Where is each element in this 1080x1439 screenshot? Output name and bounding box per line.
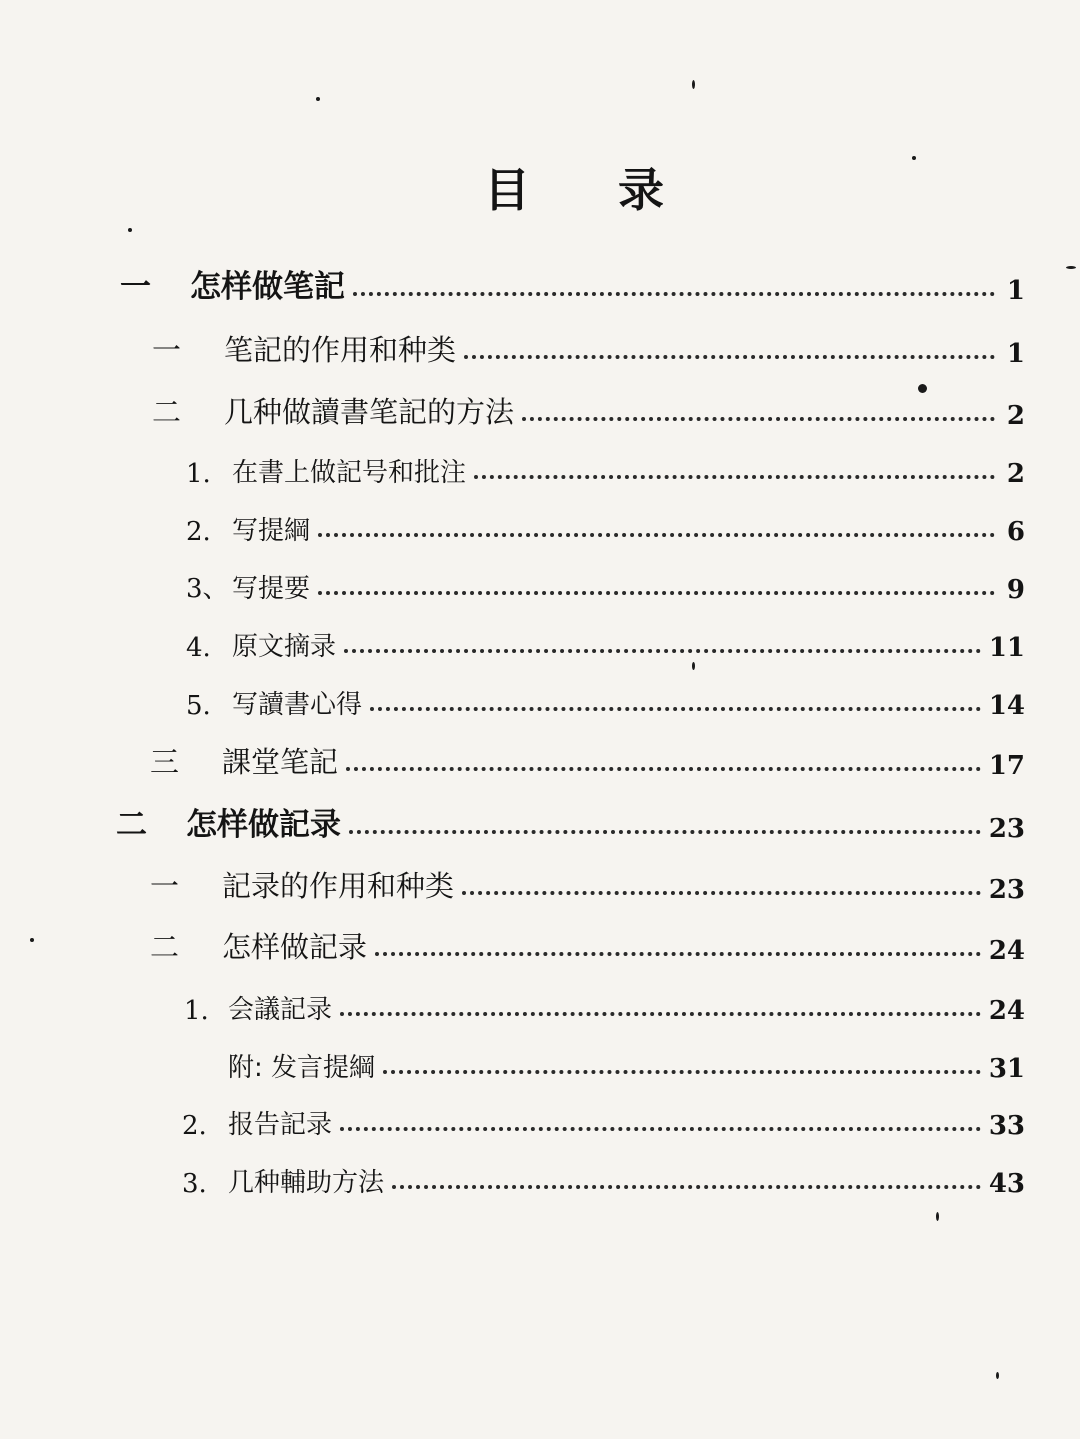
- toc-entry-subsection: [186, 619, 1025, 663]
- toc-entry-number: 2.: [182, 1111, 207, 1141]
- dot-leader: [370, 707, 981, 711]
- toc-entry-number: 二: [152, 395, 182, 429]
- toc-entry-title: 写提綱: [232, 516, 311, 546]
- toc-entry-title: 課堂笔記: [222, 745, 339, 779]
- dot-leader: [383, 1070, 981, 1074]
- dot-leader: [340, 1012, 981, 1016]
- toc-entry-page: 2: [1006, 459, 1025, 489]
- toc-entry-number: 4.: [186, 633, 211, 663]
- dot-leader: [375, 952, 981, 956]
- toc-entry-page: 17: [988, 751, 1025, 781]
- toc-entry-page: 1: [1006, 339, 1025, 369]
- toc-entry-subsection: [182, 1155, 1025, 1199]
- toc-entry-title: 笔記的作用和种类: [224, 333, 457, 367]
- scan-speck: [912, 156, 916, 160]
- toc-entry-title: 怎样做記录: [186, 807, 341, 843]
- toc-entry-subsection: [186, 561, 1025, 605]
- toc-title: [0, 160, 1080, 220]
- toc-entry-number: 3.: [182, 1169, 207, 1199]
- scan-speck: [918, 384, 927, 393]
- toc-entry-page: 14: [988, 691, 1025, 721]
- dot-leader: [462, 891, 981, 895]
- scan-speck: [692, 662, 695, 670]
- toc-entry-page: 31: [988, 1054, 1025, 1084]
- toc-entry-title: 几种輔助方法: [228, 1168, 385, 1198]
- toc-entry-page: 9: [1006, 575, 1025, 605]
- toc-entry-page: 23: [988, 814, 1025, 844]
- toc-entry-title: 怎样做記录: [222, 930, 368, 964]
- toc-entry-title: 怎样做笔記: [190, 269, 345, 305]
- toc-entry-subsection: [186, 445, 1025, 489]
- toc-entry-page: 23: [988, 875, 1025, 905]
- toc-entry-page: 1: [1006, 276, 1025, 306]
- dot-leader: [522, 417, 995, 421]
- scan-speck: [692, 80, 695, 89]
- dot-leader: [474, 475, 995, 479]
- dot-leader: [349, 830, 981, 834]
- toc-entry-title: 写讀書心得: [232, 690, 363, 720]
- toc-entry-title: 記录的作用和种类: [222, 869, 455, 903]
- title-char-2: 录: [618, 163, 664, 217]
- dot-leader: [318, 591, 995, 595]
- scan-speck: [30, 938, 34, 942]
- toc-entry-page: 24: [988, 936, 1025, 966]
- toc-entry-section: [150, 922, 1025, 966]
- toc-entry-number: 5.: [186, 691, 211, 721]
- scan-speck: [996, 1372, 999, 1379]
- dot-leader: [346, 767, 981, 771]
- toc-entry-page: 11: [988, 633, 1025, 663]
- toc-entry-number: 一: [150, 869, 180, 903]
- scan-speck: [1066, 266, 1076, 269]
- toc-entry-page: 2: [1006, 401, 1025, 431]
- toc-entry-number: 3、: [186, 574, 229, 604]
- toc-entry-page: 24: [988, 996, 1025, 1026]
- toc-entry-number: 2.: [186, 517, 211, 547]
- dot-leader: [353, 292, 995, 296]
- toc-entry-subsection: [182, 1097, 1025, 1141]
- toc-entry-title: 附: 发言提綱: [228, 1053, 376, 1083]
- toc-entry-appendix: [228, 1040, 1025, 1084]
- toc-entry-page: 6: [1006, 517, 1025, 547]
- toc-entry-number: 三: [150, 745, 180, 779]
- toc-entry-number: 一: [152, 333, 182, 367]
- toc-entry-number: 二: [150, 930, 180, 964]
- toc-entry-chapter-2: [116, 800, 1025, 844]
- toc-entry-title: 报告記录: [228, 1110, 333, 1140]
- dot-leader: [392, 1185, 981, 1189]
- toc-entry-page: 43: [988, 1169, 1025, 1199]
- toc-entry-subsection: [186, 677, 1025, 721]
- toc-entry-section: [152, 325, 1025, 369]
- toc-entry-number: 二: [116, 807, 147, 843]
- toc-entry-page: 33: [988, 1111, 1025, 1141]
- title-char-1: 目: [484, 163, 530, 217]
- scan-speck: [936, 1212, 939, 1221]
- toc-entry-title: 原文摘录: [232, 632, 337, 662]
- toc-entry-title: 写提要: [232, 574, 311, 604]
- toc-entry-subsection: [186, 503, 1025, 547]
- toc-entry-section: [152, 387, 1025, 431]
- dot-leader: [464, 355, 995, 359]
- toc-entry-number: 一: [120, 269, 151, 305]
- toc-entry-section: [150, 861, 1025, 905]
- toc-entry-number: 1.: [186, 459, 211, 489]
- dot-leader: [340, 1127, 981, 1131]
- dot-leader: [344, 649, 981, 653]
- toc-entry-chapter-1: [120, 262, 1025, 306]
- toc-entry-title: 在書上做記号和批注: [232, 458, 467, 488]
- toc-entry-title: 几种做讀書笔記的方法: [224, 395, 515, 429]
- scan-speck: [316, 97, 320, 101]
- scan-speck: [128, 228, 132, 232]
- toc-entry-section: [150, 737, 1025, 781]
- toc-entry-subsection: [184, 982, 1025, 1026]
- toc-entry-number: 1.: [184, 996, 209, 1026]
- toc-entry-title: 会議記录: [228, 995, 333, 1025]
- dot-leader: [318, 533, 995, 537]
